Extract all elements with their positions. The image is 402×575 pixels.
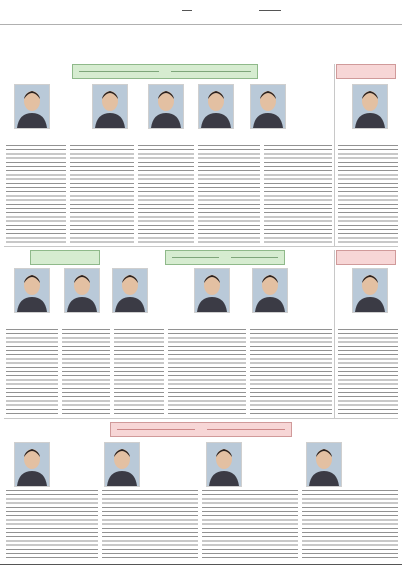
- portrait-photo: [198, 84, 234, 129]
- portrait-photo: [352, 84, 388, 129]
- person-name: [9, 316, 55, 327]
- person-name: [59, 316, 105, 327]
- portrait-photo: [148, 84, 184, 129]
- page-title: [0, 30, 402, 60]
- article-text: [138, 145, 194, 243]
- column-divider: [334, 250, 335, 418]
- portrait-photo: [306, 442, 342, 487]
- article-text: [198, 145, 260, 243]
- article-text: [338, 145, 398, 243]
- person-name: [340, 440, 386, 451]
- portrait-photo: [112, 268, 148, 313]
- article-text: [250, 329, 332, 414]
- person-name: [148, 440, 194, 451]
- article-text: [302, 490, 398, 560]
- section-banner-selfreliance: [110, 422, 292, 437]
- footer-text: [168, 565, 288, 575]
- footer-text: [292, 565, 398, 575]
- person-name: [107, 316, 153, 327]
- section-banner-respect: [72, 64, 258, 79]
- section-banner-filial: [336, 250, 396, 265]
- column-divider: [334, 64, 335, 246]
- person-name: [87, 132, 133, 143]
- article-text: [202, 490, 298, 560]
- person-name: [189, 316, 235, 327]
- article-text: [114, 329, 164, 414]
- section-label: [193, 3, 257, 21]
- right-info: [284, 6, 350, 13]
- portrait-photo: [352, 268, 388, 313]
- editor-line: [62, 12, 178, 19]
- article-text: [6, 145, 66, 243]
- person-name: [143, 132, 189, 143]
- section-banner-helping: [165, 250, 285, 265]
- section-banner-bravery: [30, 250, 100, 265]
- portrait-photo: [194, 268, 230, 313]
- portrait-photo: [92, 84, 128, 129]
- portrait-photo: [206, 442, 242, 487]
- portrait-photo: [64, 268, 100, 313]
- portrait-photo: [14, 442, 50, 487]
- divider: [182, 10, 192, 11]
- newspaper-logo: [354, 2, 400, 20]
- person-name: [347, 316, 393, 327]
- portrait-photo: [14, 268, 50, 313]
- article-text: [6, 329, 58, 414]
- article-text: [338, 329, 398, 414]
- article-text: [102, 490, 198, 560]
- masthead: [0, 0, 402, 25]
- person-name: [50, 440, 96, 451]
- person-name: [247, 316, 293, 327]
- person-name: [244, 440, 290, 451]
- article-text: [70, 145, 134, 243]
- article-text: [168, 329, 246, 414]
- footer: [0, 564, 402, 575]
- person-name: [195, 132, 241, 143]
- person-name: [347, 132, 393, 143]
- divider: [259, 10, 281, 11]
- person-name: [9, 132, 55, 143]
- row-divider: [4, 418, 398, 419]
- portrait-photo: [14, 84, 50, 129]
- portrait-photo: [252, 268, 288, 313]
- article-text: [264, 145, 332, 243]
- article-text: [62, 329, 110, 414]
- footer-text: [4, 565, 164, 575]
- article-text: [6, 490, 98, 560]
- portrait-photo: [250, 84, 286, 129]
- portrait-photo: [104, 442, 140, 487]
- section-line: [62, 3, 178, 10]
- section-banner-integrity: [336, 64, 396, 79]
- row-divider: [4, 246, 398, 247]
